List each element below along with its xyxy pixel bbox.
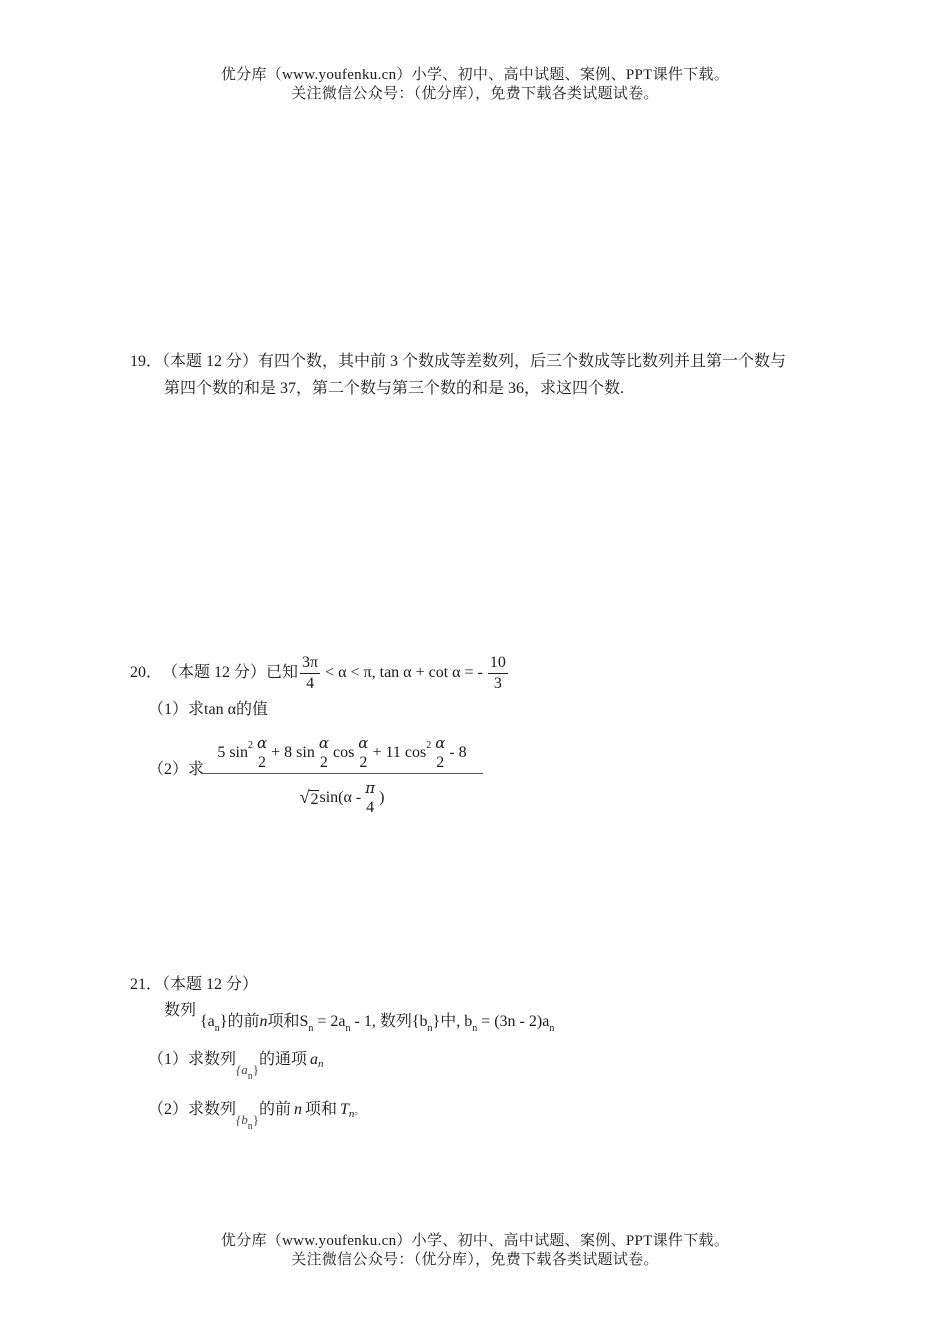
period: 。 — [354, 1106, 365, 1117]
subscript: n — [247, 1071, 253, 1082]
header-line-2: 关注微信公众号：（优分库），免费下载各类试题试卷。 — [291, 86, 659, 102]
question-20-big-fraction — [201, 733, 483, 822]
question-19-line-1 — [130, 350, 786, 374]
question-21-heading — [130, 973, 258, 997]
question-21-formula — [200, 1010, 554, 1036]
radical-sign-icon: √ — [299, 787, 310, 807]
seq-close: } — [252, 1062, 259, 1077]
fraction-pi-over-4 — [363, 778, 377, 818]
subscript: n — [317, 1058, 324, 1070]
question-20-stem — [130, 651, 510, 695]
subscript: n — [427, 1023, 433, 1034]
big-fraction-numerator — [217, 733, 466, 773]
fraction-numerator: α — [435, 734, 446, 752]
question-20-part-2-label: （2）求 — [148, 761, 205, 778]
fraction-alpha-over-2 — [317, 733, 331, 773]
part-1-sequence — [236, 1062, 259, 1082]
question-21-points: （本题 12 分） — [162, 976, 259, 993]
part-1-tail: 的通项 — [258, 1051, 307, 1068]
fraction-numerator: α — [318, 734, 329, 752]
exponent: 2 — [247, 739, 253, 751]
term-8-sin: + 8 sin — [271, 744, 315, 761]
question-21-part-2 — [148, 1098, 365, 1132]
fraction-3pi-over-4 — [300, 653, 320, 694]
subscript: n — [345, 1023, 351, 1034]
fraction-alpha-over-2 — [356, 733, 370, 773]
subscript: n — [214, 1023, 220, 1034]
part-2-tail: 的前 — [258, 1101, 291, 1118]
term-cos: cos — [332, 744, 355, 761]
term-sin: sin(α - — [319, 789, 362, 806]
question-20-part-1 — [148, 698, 268, 722]
formula-part: = 2a — [317, 1013, 346, 1030]
subscript: n — [348, 1108, 355, 1120]
fraction-numerator: 10 — [489, 653, 506, 671]
exponent: 2 — [426, 739, 432, 751]
square-root-2 — [300, 787, 320, 809]
question-19-points: （本题 12 分） — [162, 353, 259, 370]
formula-part: }的前 — [219, 1013, 260, 1030]
question-21-seq-label: 数列 — [164, 1002, 197, 1019]
question-21-part-1 — [148, 1048, 324, 1082]
fraction-denominator: 4 — [366, 799, 375, 816]
fraction-denominator: 4 — [306, 674, 315, 692]
question-20-condition: < α < π, tan α + cot α = - — [325, 664, 483, 681]
subscript: n — [472, 1023, 478, 1034]
fraction-10-over-3 — [488, 653, 508, 694]
subscript: n — [549, 1023, 555, 1034]
question-19-text-1: 有四个数，其中前 3 个数成等差数列，后三个数成等比数列并且第一个数与 — [258, 353, 787, 370]
fraction-denominator: 3 — [493, 674, 502, 692]
fraction-alpha-over-2 — [433, 733, 447, 773]
fraction-numerator: α — [358, 734, 369, 752]
part-2-label: （2）求数列 — [148, 1101, 237, 1118]
formula-part: 项和S — [267, 1013, 309, 1030]
close-paren: ) — [379, 789, 385, 806]
fraction-numerator: α — [256, 734, 268, 752]
formula-part: = (3n - 2)a — [481, 1013, 550, 1030]
header-line-1: 优分库（www.youfenku.cn）小学、初中、高中试题、案例、PPT课件下载。 — [220, 67, 730, 83]
question-19-number: 19． — [130, 353, 163, 370]
question-19-line-2 — [164, 377, 624, 401]
term-11-cos: + 11 cos — [372, 744, 427, 761]
formula-part: - 1, 数列{b — [354, 1013, 428, 1030]
formula-var-n: n — [259, 1013, 268, 1030]
page-footer — [0, 1232, 950, 1270]
part-1-expression: tan α — [204, 701, 236, 718]
fraction-numerator: π — [365, 779, 376, 797]
term-5-sin: 5 sin — [217, 744, 248, 761]
part-2-var-n: n — [293, 1101, 302, 1118]
seq-symbol: {a — [236, 1062, 248, 1077]
fraction-denominator: 2 — [258, 754, 267, 771]
term-minus-8: - 8 — [449, 744, 467, 761]
part-1-label: （1）求 — [148, 701, 205, 718]
fraction-denominator: 2 — [319, 754, 328, 771]
seq-close: } — [252, 1112, 259, 1127]
part-2-variable: T — [340, 1101, 349, 1118]
big-fraction-denominator — [300, 774, 385, 822]
fraction-alpha-over-2 — [255, 733, 269, 773]
fraction-denominator: 2 — [436, 754, 445, 771]
question-20-number: 20． — [130, 664, 163, 681]
fraction-denominator: 2 — [359, 754, 368, 771]
part-1-variable: a — [309, 1051, 318, 1068]
question-19-text-2: 第四个数的和是 37，第二个数与第三个数的和是 36，求这四个数. — [164, 380, 625, 397]
footer-line-2: 关注微信公众号：（优分库），免费下载各类试题试卷。 — [291, 1252, 659, 1268]
formula-part: {a — [200, 1013, 215, 1030]
page-header — [0, 66, 950, 104]
question-20-given: 已知 — [266, 664, 299, 681]
question-21-number: 21． — [130, 976, 163, 993]
subscript: n — [308, 1023, 314, 1034]
footer-line-1: 优分库（www.youfenku.cn）小学、初中、高中试题、案例、PPT课件下载。 — [220, 1233, 730, 1249]
subscript: n — [247, 1121, 253, 1132]
part-2-tail-2: 项和 — [304, 1101, 337, 1118]
formula-part: }中, b — [432, 1013, 473, 1030]
question-20-points: （本题 12 分） — [162, 664, 267, 681]
part-1-label: （1）求数列 — [148, 1051, 237, 1068]
part-2-sequence — [236, 1112, 259, 1132]
radicand: 2 — [310, 791, 319, 808]
fraction-numerator: 3π — [302, 653, 319, 671]
seq-symbol: {b — [236, 1112, 248, 1127]
part-1-tail: 的值 — [235, 701, 268, 718]
